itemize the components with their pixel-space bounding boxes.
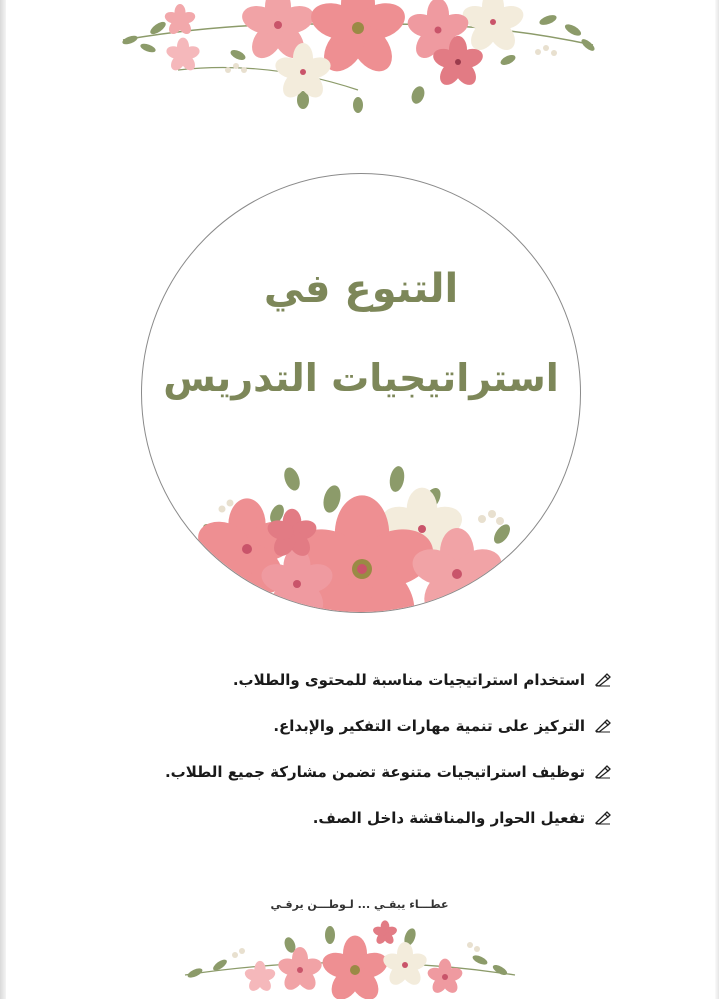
page-edge-shadow-right (715, 0, 719, 999)
writing-hand-icon (595, 765, 611, 779)
point-text: التركيز على تنمية مهارات التفكير والإبداع. (273, 717, 585, 735)
list-item (91, 795, 611, 841)
title-circle-frame (141, 173, 581, 613)
point-text: تفعيل الحوار والمناقشة داخل الصف. (312, 809, 585, 827)
list-item (91, 749, 611, 795)
writing-hand-icon (595, 811, 611, 825)
footer-slogan: عطـــاء يبقـي ... لـوطـــن يرقـي (270, 898, 449, 911)
bottom-floral-garland (180, 915, 520, 999)
list-item (91, 657, 611, 703)
top-floral-garland (118, 0, 598, 120)
circle-floral-bouquet (182, 459, 542, 613)
point-text: توظيف استراتيجيات متنوعة تضمن مشاركة جميع الطلاب. (164, 763, 585, 781)
point-text: استخدام استراتيجيات مناسبة للمحتوى والطلاب. (232, 671, 585, 689)
writing-hand-icon (595, 673, 611, 687)
page-edge-shadow-left (0, 0, 6, 999)
title-line-1: التنوع في (263, 266, 459, 312)
key-points-list (91, 657, 611, 841)
list-item (91, 703, 611, 749)
title-line-2: استراتيجيات التدريس (163, 356, 559, 400)
writing-hand-icon (595, 719, 611, 733)
